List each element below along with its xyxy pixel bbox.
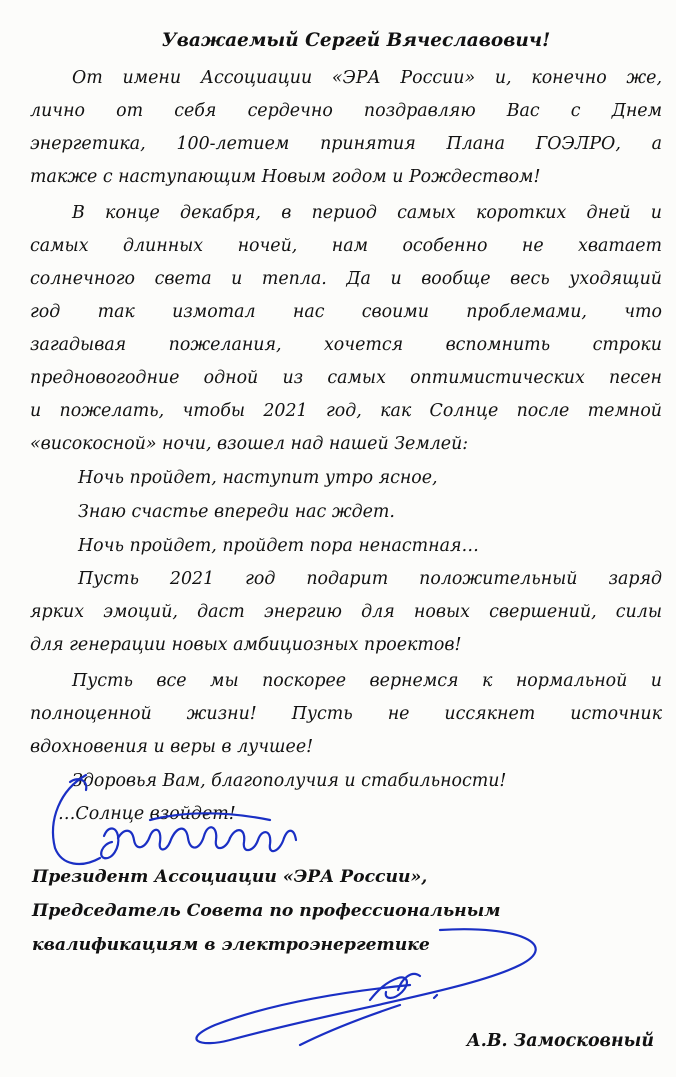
letter-line: самых длинных ночей, нам особенно не хватает (30, 236, 662, 256)
letter-line: ярких эмоций, даст энергию для новых свершений, силы (30, 602, 662, 622)
letter-line: лично от себя сердечно поздравляю Вас с Днем (30, 101, 662, 121)
signature-title: Председатель Совета по профессиональным (32, 901, 501, 921)
letter-line: год так измотал нас своими проблемами, что (30, 302, 662, 322)
song-verse-line: Ночь пройдет, пройдет пора ненастная… (78, 536, 479, 556)
signature-title: квалификациям в электроэнергетике (32, 935, 430, 955)
letter-line: В конце декабря, в период самых коротких дней и (72, 203, 662, 223)
letter-line: для генерации новых амбициозных проектов! (30, 635, 462, 655)
signatory-name: А.В. Замосковный (466, 1031, 654, 1051)
song-verse-line: Знаю счастье впереди нас ждет. (78, 502, 395, 522)
letter-line: Пусть 2021 год подарит положительный заряд (78, 569, 662, 589)
letter-line: предновогодние одной из самых оптимистических песен (30, 368, 662, 388)
letter-line: полноценной жизни! Пусть не иссякнет источник (30, 704, 662, 724)
letter-line: Здоровья Вам, благополучия и стабильности! (72, 771, 507, 791)
letter-line: Пусть все мы поскорее вернемся к нормальной и (72, 671, 662, 691)
letter-line: …Солнце взойдет! (58, 804, 236, 824)
signature-title: Президент Ассоциации «ЭРА России», (32, 867, 428, 887)
song-verse-line: Ночь пройдет, наступит утро ясное, (78, 468, 438, 488)
letter-line: также с наступающим Новым годом и Рождеством! (30, 167, 541, 187)
letter-line: энергетика, 100-летием принятия Плана ГОЭЛРО, а (30, 134, 662, 154)
letter-line: «високосной» ночи, взошел над нашей Землей: (30, 434, 469, 454)
letter-line: От имени Ассоциации «ЭРА России» и, конечно же, (72, 68, 662, 88)
salutation: Уважаемый Сергей Вячеславович! (161, 30, 551, 51)
letter-line: вдохновения и веры в лучшее! (30, 737, 314, 757)
letter-line: и пожелать, чтобы 2021 год, как Солнце после темной (30, 401, 662, 421)
letter-line: солнечного света и тепла. Да и вообще весь уходящий (30, 269, 662, 289)
letter-line: загадывая пожелания, хочется вспомнить строки (30, 335, 662, 355)
